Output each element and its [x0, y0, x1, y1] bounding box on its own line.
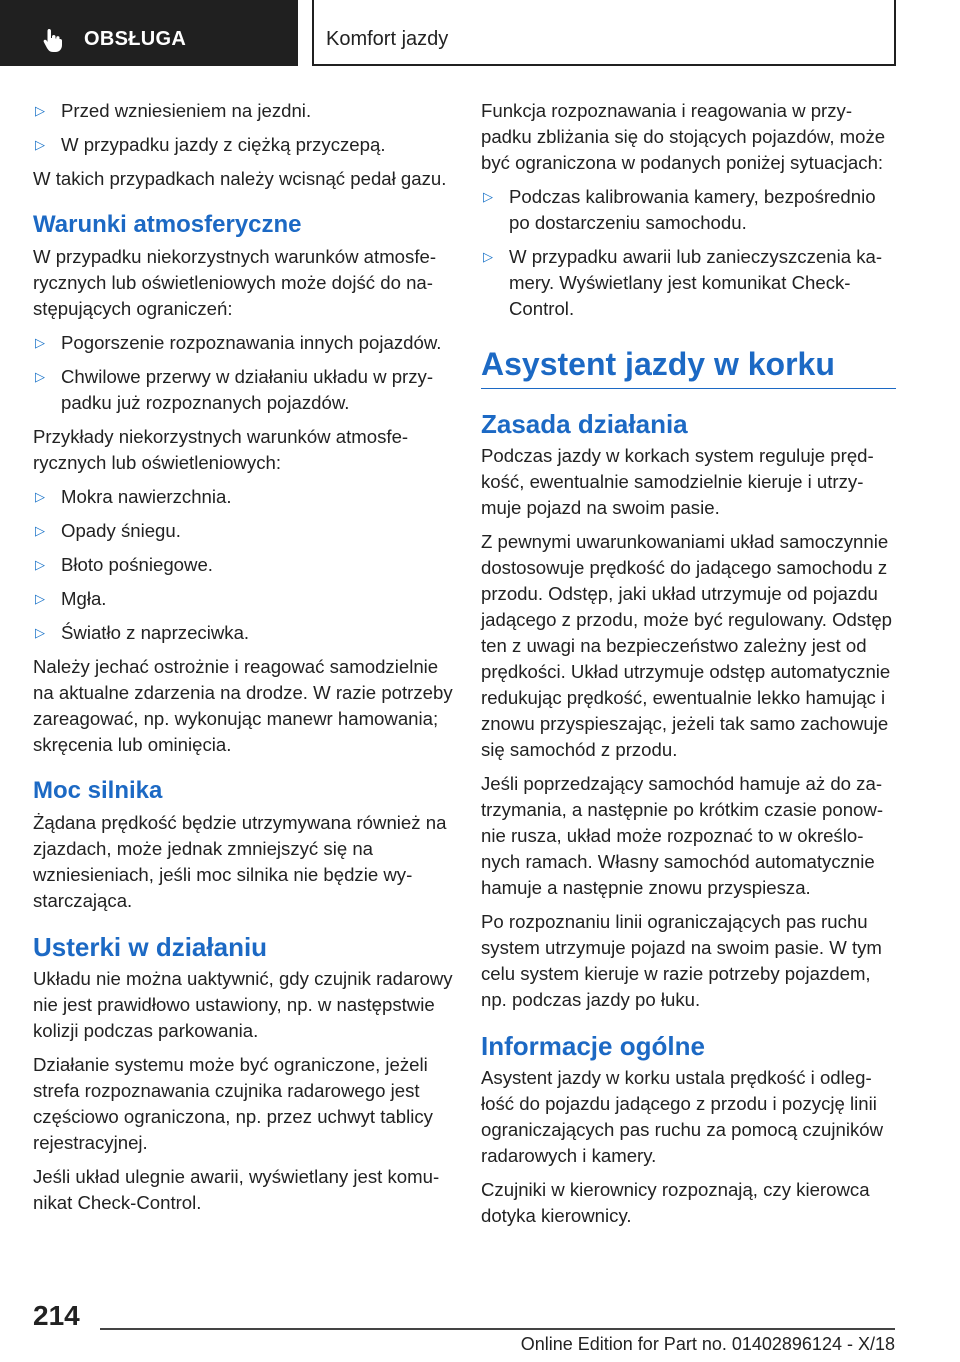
- left-column: [33, 98, 453, 1224]
- heading-weather: Warunki atmosferyczne: [33, 211, 302, 238]
- paragraph: Działanie systemu może być ograniczone, jeżeli strefa rozpoznawania czujnika radarowego jest częściowo ograniczona, np. przez uchwyt tablicy rejestracyjnej.: [33, 1054, 433, 1153]
- paragraph: Układu nie można uaktywnić, gdy czujnik radarowy nie jest prawidłowo ustawiony, np. w następstwie kolizji podczas parkowania.: [33, 968, 453, 1041]
- paragraph: Z pewnymi uwarunkowaniami układ samoczynnie dostosowuje prędkość do jadącego samochodu z przodu. Odstęp, jaki układ utrzymuje od pojazdu jadącego z przodu, może być regulowany. Odstęp ten z uwagi na bezpieczeństwo zależny jest od prędkości. Układ utrzymuje odstęp automatycznie redukując prędkość, ewentualnie lekko hamując i znowu przyspieszając, jeżeli tak samo zachowuje się samochód z przodu.: [481, 531, 893, 760]
- list-item: ▷ Przed wzniesieniem na jezdni.: [33, 98, 453, 124]
- list-item: ▷ W przypadku jazdy z ciężką przyczepą.: [33, 132, 453, 158]
- triangle-bullet-icon: ▷: [35, 489, 45, 504]
- list-item: ▷ Podczas kalibrowania kamery, bezpośrednio po dostarczeniu samochodu.: [483, 186, 876, 233]
- bullet-list-limits: [481, 184, 896, 322]
- chapter-title: Komfort jazdy: [326, 28, 449, 50]
- list-item: ▷ Pogorszenie rozpoznawania innych pojazdów.: [33, 330, 453, 356]
- triangle-bullet-icon: ▷: [35, 335, 45, 350]
- paragraph: Po rozpoznaniu linii ograniczających pas ruchu system utrzymuje pojazd na swoim pasie. W tym celu system kieruje w razie potrzeby pojazdem, np. podczas jazdy po łuku.: [481, 911, 882, 1010]
- edition-note: Online Edition for Part no. 01402896124 - X/18: [520, 1334, 895, 1354]
- paragraph: W przypadku niekorzystnych warunków atmosferycznych lub oświetleniowych może dojść do następujących ograniczeń:: [33, 246, 437, 319]
- list-item: ▷ Błoto pośniegowe.: [33, 552, 453, 578]
- triangle-bullet-icon: ▷: [35, 557, 45, 572]
- heading-general: Informacje ogólne: [481, 1031, 705, 1061]
- paragraph: Asystent jazdy w korku ustala prędkość i odległość do pojazdu jadącego z przodu i pozycję linii ograniczających pas ruchu za pomocą czujników radarowych i kamery.: [481, 1067, 884, 1166]
- section-label: OBSŁUGA: [84, 28, 187, 50]
- paragraph: Jeśli poprzedzający samochód hamuje aż do zatrzymania, a następnie po krótkim czasie ponownie rusza, układ może rozpoznać to w określonych ramach. Własny samochód automatycznie hamuje a następnie znowu przyspiesza.: [481, 773, 884, 898]
- page-number: 214: [33, 1300, 80, 1331]
- paragraph: W takich przypadkach należy wcisnąć pedał gazu.: [33, 168, 447, 189]
- bullet-list-examples: [33, 484, 453, 646]
- triangle-bullet-icon: ▷: [35, 137, 45, 152]
- heading-faults: Usterki w działaniu: [33, 932, 268, 962]
- heading-principle: Zasada działania: [481, 409, 688, 439]
- paragraph: Funkcja rozpoznawania i reagowania w przypadku zbliżania się do stojących pojazdów, może być ograniczona w podanych poniżej sytuacjach:: [481, 100, 886, 173]
- paragraph: Jeśli układ ulegnie awarii, wyświetlany jest komunikat Check-Control.: [33, 1166, 440, 1213]
- bullet-list-weather: [33, 330, 453, 416]
- footer-divider: [100, 1328, 895, 1330]
- triangle-bullet-icon: ▷: [35, 625, 45, 640]
- list-item: ▷ Opady śniegu.: [33, 518, 453, 544]
- list-item: ▷ Chwilowe przerwy w działaniu układu w przypadku już rozpoznanych pojazdów.: [35, 366, 434, 413]
- list-item: ▷ Światło z naprzeciwka.: [33, 620, 453, 646]
- triangle-bullet-icon: ▷: [35, 369, 45, 384]
- paragraph: Należy jechać ostrożnie i reagować samodzielnie na aktualne zdarzenia na drodze. W razie potrzeby zareagować, np. wykonując manewr hamowania; skręcenia lub ominięcia.: [33, 656, 453, 755]
- heading-traffic-jam-assistant: Asystent jazdy w korku: [481, 344, 896, 389]
- bullet-list-slopes: [33, 98, 453, 158]
- section-tab[interactable]: [0, 0, 298, 66]
- heading-engine: Moc silnika: [33, 777, 163, 804]
- paragraph: Czujniki w kierownicy rozpoznają, czy kierowca dotyka kierownicy.: [481, 1179, 870, 1226]
- hand-pointer-icon: [40, 27, 66, 53]
- triangle-bullet-icon: ▷: [35, 523, 45, 538]
- triangle-bullet-icon: ▷: [35, 591, 45, 606]
- triangle-bullet-icon: ▷: [35, 103, 45, 118]
- paragraph: Podczas jazdy w korkach system reguluje prędkość, ewentualnie samodzielnie kieruje i utrzymuje pojazd na swoim pasie.: [481, 445, 874, 518]
- paragraph: Przykłady niekorzystnych warunków atmosferycznych lub oświetleniowych:: [33, 426, 409, 473]
- triangle-bullet-icon: ▷: [483, 249, 493, 264]
- page-header: [0, 0, 960, 66]
- right-column: [481, 98, 896, 1237]
- paragraph: Żądana prędkość będzie utrzymywana również na zjazdach, może jednak zmniejszyć się na wzniesieniach, jeśli moc silnika nie będzie wystarczająca.: [33, 812, 447, 911]
- list-item: ▷ Mgła.: [33, 586, 453, 612]
- list-item: ▷ W przypadku awarii lub zanieczyszczenia kamery. Wyświetlany jest komunikat Check-Control.: [483, 246, 883, 319]
- list-item: ▷ Mokra nawierzchnia.: [33, 484, 453, 510]
- triangle-bullet-icon: ▷: [483, 189, 493, 204]
